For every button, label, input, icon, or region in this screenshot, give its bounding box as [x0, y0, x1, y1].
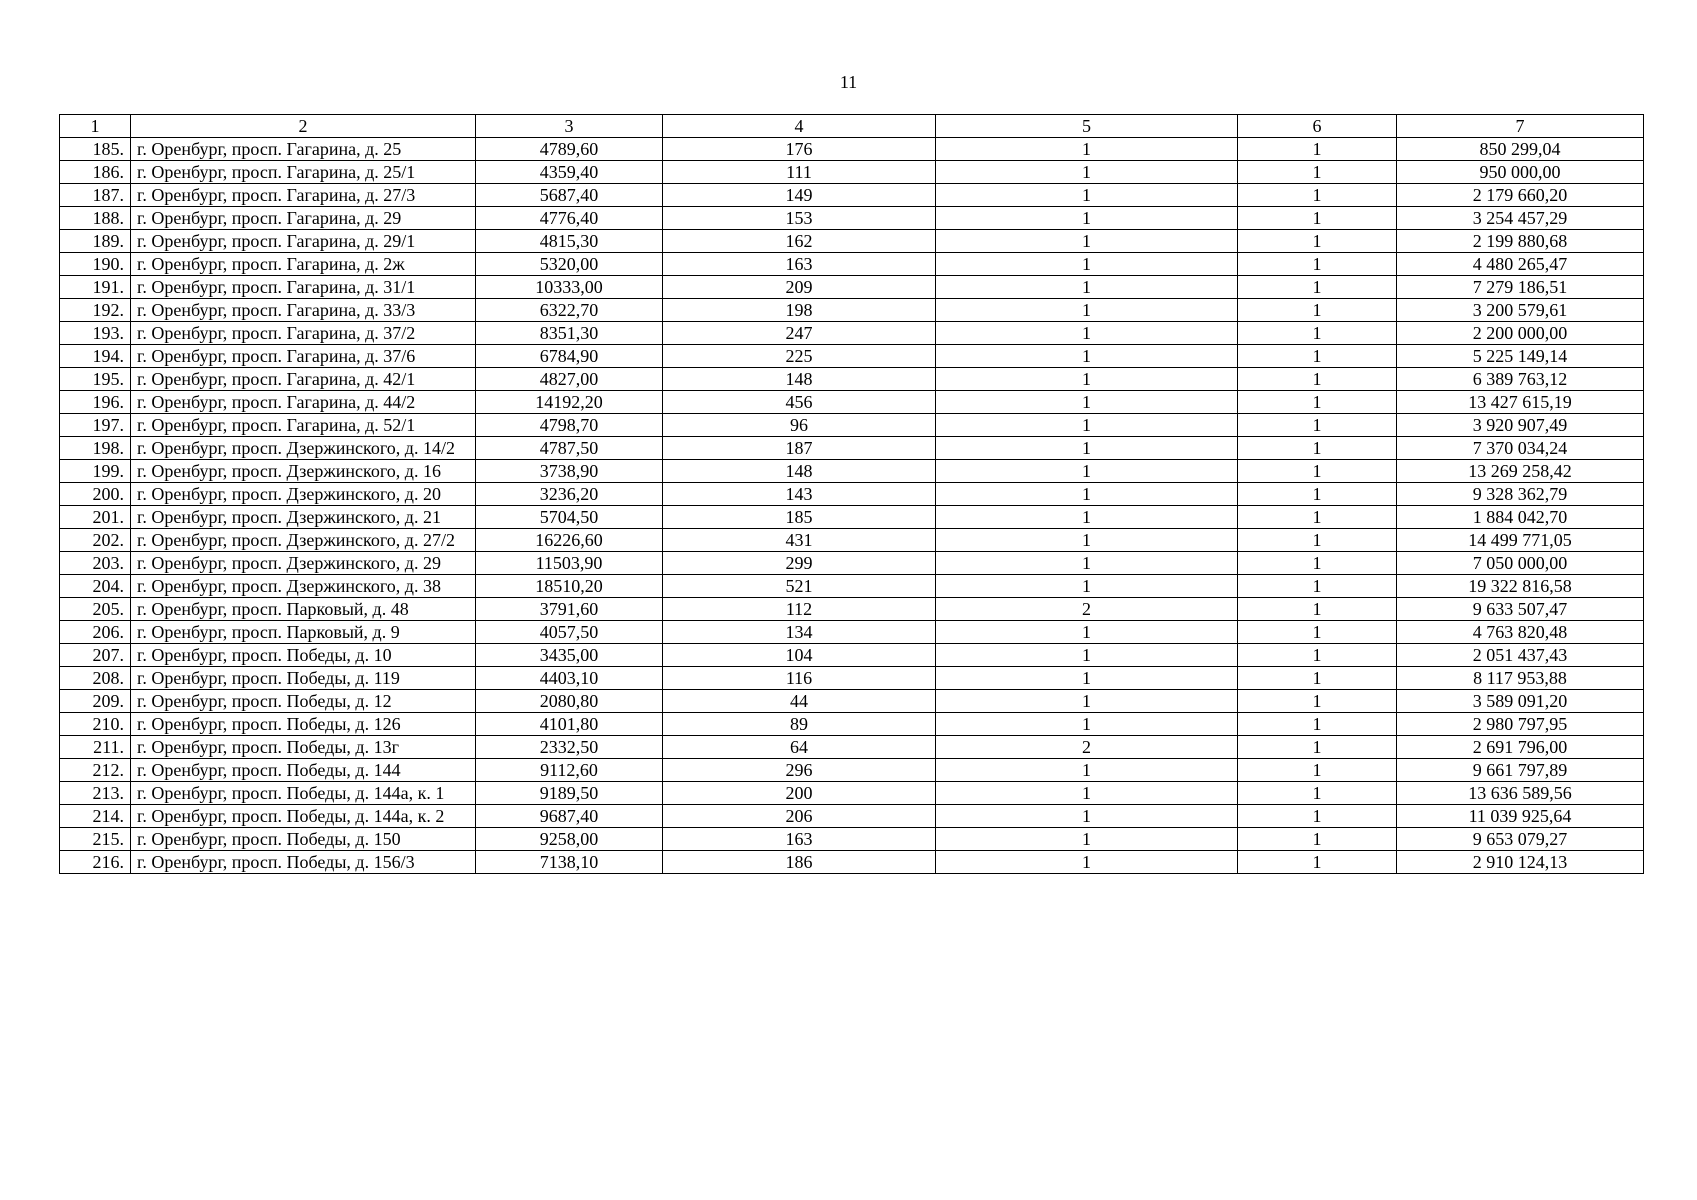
table-row — [60, 184, 1644, 207]
col5-cell: 1 — [936, 230, 1238, 253]
row-number: 200. — [60, 483, 131, 506]
col5-cell: 1 — [936, 529, 1238, 552]
count-cell: 187 — [663, 437, 936, 460]
col5-cell: 1 — [936, 161, 1238, 184]
address-cell: г. Оренбург, просп. Победы, д. 126 — [131, 713, 476, 736]
amount-cell: 5 225 149,14 — [1397, 345, 1644, 368]
count-cell: 149 — [663, 184, 936, 207]
table-row — [60, 736, 1644, 759]
col5-cell: 1 — [936, 828, 1238, 851]
amount-cell: 3 200 579,61 — [1397, 299, 1644, 322]
area-cell: 4101,80 — [476, 713, 663, 736]
count-cell: 134 — [663, 621, 936, 644]
col6-cell: 1 — [1238, 299, 1397, 322]
table-row — [60, 483, 1644, 506]
area-cell: 16226,60 — [476, 529, 663, 552]
col5-cell: 1 — [936, 460, 1238, 483]
col5-cell: 1 — [936, 322, 1238, 345]
area-cell: 18510,20 — [476, 575, 663, 598]
amount-cell: 4 480 265,47 — [1397, 253, 1644, 276]
row-number: 198. — [60, 437, 131, 460]
address-cell: г. Оренбург, просп. Гагарина, д. 52/1 — [131, 414, 476, 437]
column-header: 4 — [663, 115, 936, 138]
row-number: 199. — [60, 460, 131, 483]
col6-cell: 1 — [1238, 690, 1397, 713]
row-number: 210. — [60, 713, 131, 736]
row-number: 214. — [60, 805, 131, 828]
table-row — [60, 575, 1644, 598]
col5-cell: 1 — [936, 253, 1238, 276]
row-number: 190. — [60, 253, 131, 276]
amount-cell: 9 661 797,89 — [1397, 759, 1644, 782]
table-row — [60, 345, 1644, 368]
row-number: 194. — [60, 345, 131, 368]
address-cell: г. Оренбург, просп. Гагарина, д. 2ж — [131, 253, 476, 276]
col6-cell: 1 — [1238, 161, 1397, 184]
row-number: 187. — [60, 184, 131, 207]
count-cell: 186 — [663, 851, 936, 874]
address-cell: г. Оренбург, просп. Победы, д. 150 — [131, 828, 476, 851]
row-number: 204. — [60, 575, 131, 598]
count-cell: 163 — [663, 828, 936, 851]
col6-cell: 1 — [1238, 460, 1397, 483]
amount-cell: 19 322 816,58 — [1397, 575, 1644, 598]
amount-cell: 13 636 589,56 — [1397, 782, 1644, 805]
amount-cell: 14 499 771,05 — [1397, 529, 1644, 552]
col5-cell: 1 — [936, 184, 1238, 207]
row-number: 207. — [60, 644, 131, 667]
row-number: 208. — [60, 667, 131, 690]
column-header: 7 — [1397, 115, 1644, 138]
area-cell: 4798,70 — [476, 414, 663, 437]
row-number: 215. — [60, 828, 131, 851]
table-row — [60, 460, 1644, 483]
col6-cell: 1 — [1238, 759, 1397, 782]
count-cell: 96 — [663, 414, 936, 437]
amount-cell: 7 279 186,51 — [1397, 276, 1644, 299]
row-number: 186. — [60, 161, 131, 184]
row-number: 212. — [60, 759, 131, 782]
table-row — [60, 391, 1644, 414]
col6-cell: 1 — [1238, 437, 1397, 460]
amount-cell: 2 200 000,00 — [1397, 322, 1644, 345]
address-cell: г. Оренбург, просп. Парковый, д. 9 — [131, 621, 476, 644]
col6-cell: 1 — [1238, 552, 1397, 575]
amount-cell: 2 910 124,13 — [1397, 851, 1644, 874]
col6-cell: 1 — [1238, 782, 1397, 805]
address-cell: г. Оренбург, просп. Дзержинского, д. 16 — [131, 460, 476, 483]
table-row — [60, 207, 1644, 230]
col5-cell: 1 — [936, 506, 1238, 529]
col5-cell: 1 — [936, 391, 1238, 414]
count-cell: 163 — [663, 253, 936, 276]
area-cell: 2332,50 — [476, 736, 663, 759]
col5-cell: 1 — [936, 368, 1238, 391]
row-number: 216. — [60, 851, 131, 874]
area-cell: 9189,50 — [476, 782, 663, 805]
amount-cell: 4 763 820,48 — [1397, 621, 1644, 644]
address-cell: г. Оренбург, просп. Гагарина, д. 29/1 — [131, 230, 476, 253]
count-cell: 64 — [663, 736, 936, 759]
col6-cell: 1 — [1238, 828, 1397, 851]
col6-cell: 1 — [1238, 184, 1397, 207]
count-cell: 209 — [663, 276, 936, 299]
count-cell: 153 — [663, 207, 936, 230]
count-cell: 162 — [663, 230, 936, 253]
registry-table — [59, 114, 1644, 874]
col5-cell: 1 — [936, 414, 1238, 437]
amount-cell: 9 328 362,79 — [1397, 483, 1644, 506]
amount-cell: 3 254 457,29 — [1397, 207, 1644, 230]
table-row — [60, 138, 1644, 161]
area-cell: 9687,40 — [476, 805, 663, 828]
row-number: 197. — [60, 414, 131, 437]
table-row — [60, 644, 1644, 667]
count-cell: 185 — [663, 506, 936, 529]
col5-cell: 1 — [936, 667, 1238, 690]
row-number: 201. — [60, 506, 131, 529]
address-cell: г. Оренбург, просп. Гагарина, д. 44/2 — [131, 391, 476, 414]
row-number: 205. — [60, 598, 131, 621]
table-row — [60, 437, 1644, 460]
area-cell: 6784,90 — [476, 345, 663, 368]
col6-cell: 1 — [1238, 506, 1397, 529]
area-cell: 10333,00 — [476, 276, 663, 299]
count-cell: 143 — [663, 483, 936, 506]
table-row — [60, 299, 1644, 322]
area-cell: 3236,20 — [476, 483, 663, 506]
column-header: 5 — [936, 115, 1238, 138]
address-cell: г. Оренбург, просп. Дзержинского, д. 27/2 — [131, 529, 476, 552]
col6-cell: 1 — [1238, 851, 1397, 874]
area-cell: 2080,80 — [476, 690, 663, 713]
col5-cell: 1 — [936, 690, 1238, 713]
table-row — [60, 529, 1644, 552]
row-number: 192. — [60, 299, 131, 322]
amount-cell: 3 920 907,49 — [1397, 414, 1644, 437]
address-cell: г. Оренбург, просп. Дзержинского, д. 14/2 — [131, 437, 476, 460]
count-cell: 116 — [663, 667, 936, 690]
table-row — [60, 690, 1644, 713]
row-number: 195. — [60, 368, 131, 391]
address-cell: г. Оренбург, просп. Дзержинского, д. 20 — [131, 483, 476, 506]
row-number: 189. — [60, 230, 131, 253]
col6-cell: 1 — [1238, 391, 1397, 414]
col5-cell: 1 — [936, 805, 1238, 828]
table-row — [60, 667, 1644, 690]
col6-cell: 1 — [1238, 805, 1397, 828]
count-cell: 431 — [663, 529, 936, 552]
table-row — [60, 828, 1644, 851]
table-row — [60, 598, 1644, 621]
count-cell: 148 — [663, 368, 936, 391]
table-row — [60, 253, 1644, 276]
row-number: 203. — [60, 552, 131, 575]
col6-cell: 1 — [1238, 253, 1397, 276]
count-cell: 247 — [663, 322, 936, 345]
amount-cell: 2 691 796,00 — [1397, 736, 1644, 759]
table-row — [60, 805, 1644, 828]
area-cell: 5687,40 — [476, 184, 663, 207]
col5-cell: 2 — [936, 736, 1238, 759]
count-cell: 521 — [663, 575, 936, 598]
amount-cell: 13 269 258,42 — [1397, 460, 1644, 483]
area-cell: 14192,20 — [476, 391, 663, 414]
col6-cell: 1 — [1238, 529, 1397, 552]
address-cell: г. Оренбург, просп. Дзержинского, д. 29 — [131, 552, 476, 575]
count-cell: 200 — [663, 782, 936, 805]
address-cell: г. Оренбург, просп. Победы, д. 144 — [131, 759, 476, 782]
col5-cell: 1 — [936, 345, 1238, 368]
col6-cell: 1 — [1238, 621, 1397, 644]
col6-cell: 1 — [1238, 322, 1397, 345]
count-cell: 111 — [663, 161, 936, 184]
row-number: 185. — [60, 138, 131, 161]
area-cell: 4827,00 — [476, 368, 663, 391]
col6-cell: 1 — [1238, 483, 1397, 506]
row-number: 211. — [60, 736, 131, 759]
address-cell: г. Оренбург, просп. Победы, д. 10 — [131, 644, 476, 667]
count-cell: 225 — [663, 345, 936, 368]
area-cell: 4787,50 — [476, 437, 663, 460]
col6-cell: 1 — [1238, 207, 1397, 230]
amount-cell: 850 299,04 — [1397, 138, 1644, 161]
count-cell: 104 — [663, 644, 936, 667]
amount-cell: 1 884 042,70 — [1397, 506, 1644, 529]
address-cell: г. Оренбург, просп. Гагарина, д. 25 — [131, 138, 476, 161]
area-cell: 5320,00 — [476, 253, 663, 276]
col6-cell: 1 — [1238, 644, 1397, 667]
col6-cell: 1 — [1238, 368, 1397, 391]
row-number: 196. — [60, 391, 131, 414]
col6-cell: 1 — [1238, 736, 1397, 759]
area-cell: 4776,40 — [476, 207, 663, 230]
col6-cell: 1 — [1238, 667, 1397, 690]
amount-cell: 6 389 763,12 — [1397, 368, 1644, 391]
column-header: 3 — [476, 115, 663, 138]
col5-cell: 1 — [936, 621, 1238, 644]
area-cell: 4057,50 — [476, 621, 663, 644]
table-row — [60, 506, 1644, 529]
amount-cell: 7 370 034,24 — [1397, 437, 1644, 460]
address-cell: г. Оренбург, просп. Дзержинского, д. 38 — [131, 575, 476, 598]
row-number: 191. — [60, 276, 131, 299]
address-cell: г. Оренбург, просп. Гагарина, д. 27/3 — [131, 184, 476, 207]
amount-cell: 2 199 880,68 — [1397, 230, 1644, 253]
col5-cell: 1 — [936, 552, 1238, 575]
count-cell: 148 — [663, 460, 936, 483]
table-row — [60, 322, 1644, 345]
col5-cell: 1 — [936, 713, 1238, 736]
count-cell: 296 — [663, 759, 936, 782]
address-cell: г. Оренбург, просп. Победы, д. 12 — [131, 690, 476, 713]
col5-cell: 1 — [936, 575, 1238, 598]
col6-cell: 1 — [1238, 276, 1397, 299]
page-number: 11 — [839, 72, 858, 92]
row-number: 193. — [60, 322, 131, 345]
col5-cell: 1 — [936, 138, 1238, 161]
address-cell: г. Оренбург, просп. Дзержинского, д. 21 — [131, 506, 476, 529]
address-cell: г. Оренбург, просп. Гагарина, д. 42/1 — [131, 368, 476, 391]
amount-cell: 2 980 797,95 — [1397, 713, 1644, 736]
amount-cell: 11 039 925,64 — [1397, 805, 1644, 828]
col5-cell: 1 — [936, 759, 1238, 782]
amount-cell: 9 653 079,27 — [1397, 828, 1644, 851]
row-number: 209. — [60, 690, 131, 713]
table-row — [60, 276, 1644, 299]
column-header: 2 — [131, 115, 476, 138]
count-cell: 176 — [663, 138, 936, 161]
address-cell: г. Оренбург, просп. Победы, д. 13г — [131, 736, 476, 759]
count-cell: 112 — [663, 598, 936, 621]
col5-cell: 1 — [936, 276, 1238, 299]
amount-cell: 2 179 660,20 — [1397, 184, 1644, 207]
table-row — [60, 713, 1644, 736]
address-cell: г. Оренбург, просп. Гагарина, д. 31/1 — [131, 276, 476, 299]
area-cell: 3791,60 — [476, 598, 663, 621]
area-cell: 4359,40 — [476, 161, 663, 184]
column-header: 1 — [60, 115, 131, 138]
area-cell: 3435,00 — [476, 644, 663, 667]
col6-cell: 1 — [1238, 345, 1397, 368]
address-cell: г. Оренбург, просп. Парковый, д. 48 — [131, 598, 476, 621]
amount-cell: 8 117 953,88 — [1397, 667, 1644, 690]
col6-cell: 1 — [1238, 414, 1397, 437]
area-cell: 3738,90 — [476, 460, 663, 483]
row-number: 188. — [60, 207, 131, 230]
col6-cell: 1 — [1238, 230, 1397, 253]
address-cell: г. Оренбург, просп. Гагарина, д. 37/6 — [131, 345, 476, 368]
count-cell: 198 — [663, 299, 936, 322]
amount-cell: 13 427 615,19 — [1397, 391, 1644, 414]
address-cell: г. Оренбург, просп. Гагарина, д. 29 — [131, 207, 476, 230]
address-cell: г. Оренбург, просп. Гагарина, д. 25/1 — [131, 161, 476, 184]
row-number: 202. — [60, 529, 131, 552]
amount-cell: 3 589 091,20 — [1397, 690, 1644, 713]
col5-cell: 1 — [936, 782, 1238, 805]
count-cell: 206 — [663, 805, 936, 828]
area-cell: 5704,50 — [476, 506, 663, 529]
area-cell: 6322,70 — [476, 299, 663, 322]
count-cell: 299 — [663, 552, 936, 575]
col5-cell: 1 — [936, 207, 1238, 230]
address-cell: г. Оренбург, просп. Гагарина, д. 33/3 — [131, 299, 476, 322]
amount-cell: 950 000,00 — [1397, 161, 1644, 184]
col5-cell: 1 — [936, 299, 1238, 322]
table-row — [60, 161, 1644, 184]
amount-cell: 2 051 437,43 — [1397, 644, 1644, 667]
col5-cell: 1 — [936, 483, 1238, 506]
row-number: 206. — [60, 621, 131, 644]
area-cell: 4815,30 — [476, 230, 663, 253]
table-row — [60, 230, 1644, 253]
count-cell: 44 — [663, 690, 936, 713]
address-cell: г. Оренбург, просп. Гагарина, д. 37/2 — [131, 322, 476, 345]
col6-cell: 1 — [1238, 598, 1397, 621]
area-cell: 4403,10 — [476, 667, 663, 690]
count-cell: 456 — [663, 391, 936, 414]
area-cell: 9112,60 — [476, 759, 663, 782]
address-cell: г. Оренбург, просп. Победы, д. 119 — [131, 667, 476, 690]
area-cell: 11503,90 — [476, 552, 663, 575]
col5-cell: 1 — [936, 437, 1238, 460]
col6-cell: 1 — [1238, 713, 1397, 736]
table-row — [60, 552, 1644, 575]
row-number: 213. — [60, 782, 131, 805]
table-row — [60, 759, 1644, 782]
area-cell: 4789,60 — [476, 138, 663, 161]
table-row — [60, 851, 1644, 874]
table-row — [60, 368, 1644, 391]
table-body — [60, 138, 1644, 874]
amount-cell: 7 050 000,00 — [1397, 552, 1644, 575]
amount-cell: 9 633 507,47 — [1397, 598, 1644, 621]
table-row — [60, 782, 1644, 805]
col5-cell: 1 — [936, 851, 1238, 874]
address-cell: г. Оренбург, просп. Победы, д. 144а, к. 1 — [131, 782, 476, 805]
area-cell: 8351,30 — [476, 322, 663, 345]
address-cell: г. Оренбург, просп. Победы, д. 156/3 — [131, 851, 476, 874]
table-row — [60, 414, 1644, 437]
col6-cell: 1 — [1238, 138, 1397, 161]
col5-cell: 1 — [936, 644, 1238, 667]
table-row — [60, 621, 1644, 644]
col5-cell: 2 — [936, 598, 1238, 621]
area-cell: 9258,00 — [476, 828, 663, 851]
count-cell: 89 — [663, 713, 936, 736]
table-header-row — [60, 115, 1644, 138]
col6-cell: 1 — [1238, 575, 1397, 598]
area-cell: 7138,10 — [476, 851, 663, 874]
address-cell: г. Оренбург, просп. Победы, д. 144а, к. 2 — [131, 805, 476, 828]
column-header: 6 — [1238, 115, 1397, 138]
